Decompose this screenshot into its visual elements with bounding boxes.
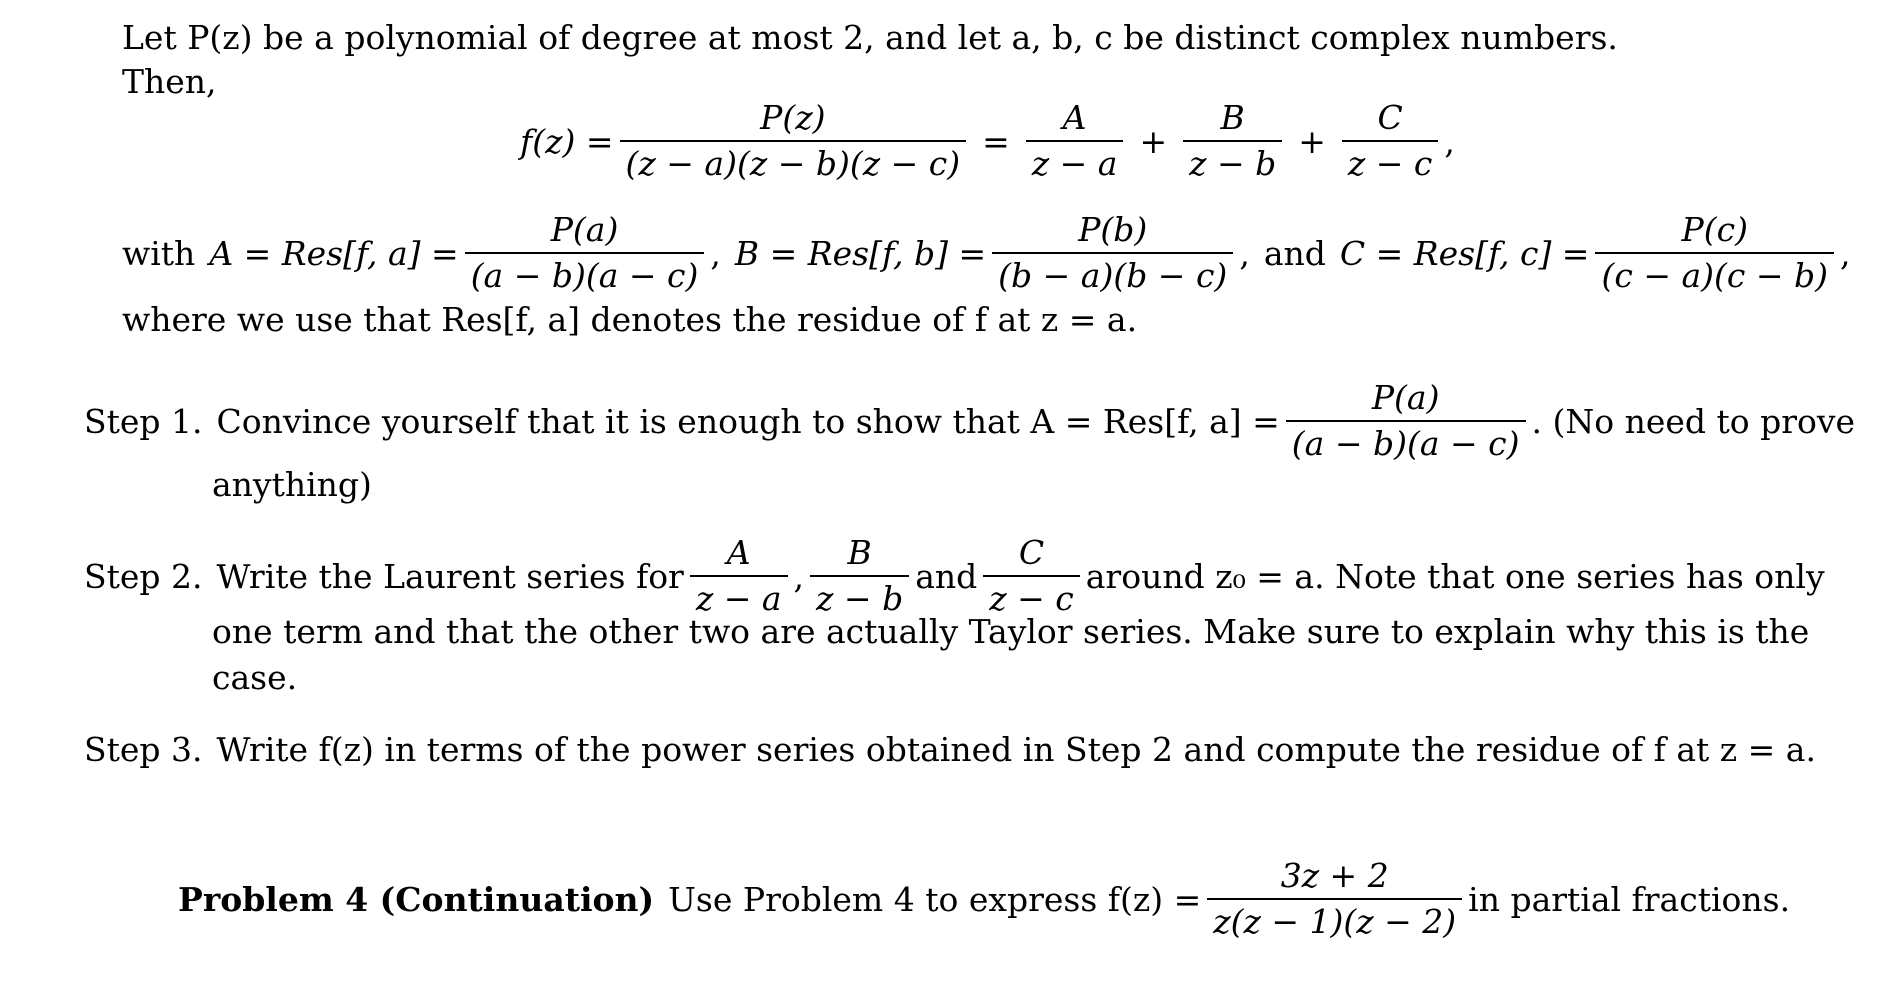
- step-2-fraction-b: [810, 535, 909, 618]
- eq1-fraction-c: [1342, 100, 1439, 183]
- problem-4-fraction: [1207, 858, 1462, 941]
- problem-4-num: 3z + 2: [1280, 856, 1389, 895]
- eq2-b-den: (b − a)(b − c): [992, 252, 1233, 294]
- where-line: where we use that Res[f, a] denotes the residue of f at z = a.: [122, 300, 1138, 339]
- eq1-main-fraction: [620, 100, 967, 183]
- eq2-c-den: (c − a)(c − b): [1595, 252, 1834, 294]
- step-2-a-num: A: [726, 533, 751, 572]
- step-2-c-den: z − c: [983, 575, 1080, 617]
- step-1-label: Step 1.: [84, 401, 203, 441]
- eq1-lhs: f(z) =: [520, 121, 614, 161]
- step-2-text: Write the Laurent series for: [216, 556, 684, 596]
- eq2-a-num: P(a): [550, 210, 619, 249]
- step-1-den: (a − b)(a − c): [1286, 420, 1526, 462]
- eq1-plus-1: +: [1139, 121, 1168, 161]
- intro-line-2: Then,: [122, 62, 217, 101]
- eq2-c-fraction: [1595, 212, 1834, 295]
- step-1-fraction: [1286, 380, 1526, 463]
- eq2-comma-3: ,: [1840, 233, 1851, 273]
- step-2-b-den: z − b: [810, 575, 909, 617]
- step-2-text-after: around z₀ = a. Note that one series has only: [1085, 556, 1825, 596]
- step-3-label: Step 3.: [84, 730, 203, 769]
- step-2-line-2: one term and that the other two are actually Taylor series. Make sure to explain why this is the: [212, 612, 1810, 651]
- step-3: [84, 730, 1816, 770]
- intro-line-1: Let P(z) be a polynomial of degree at most 2, and let a, b, c be distinct complex numbers.: [122, 18, 1618, 57]
- eq2-a-fraction: [465, 212, 705, 295]
- eq2-b-num: P(b): [1078, 210, 1148, 249]
- problem-4-title: Problem 4 (Continuation): [178, 879, 655, 919]
- eq2-with: with: [122, 233, 196, 273]
- problem-4-text-after: in partial fractions.: [1468, 879, 1791, 919]
- step-1-num: P(a): [1371, 378, 1440, 417]
- eq2-comma-1: ,: [710, 233, 721, 273]
- eq1-b-num: B: [1220, 98, 1245, 137]
- eq1-a-num: A: [1062, 98, 1087, 137]
- eq2-b-fraction: [992, 212, 1233, 295]
- problem-4-text: Use Problem 4 to express f(z) =: [668, 879, 1202, 919]
- step-2-a-den: z − a: [690, 575, 788, 617]
- eq2-c-num: P(c): [1681, 210, 1748, 249]
- equation-residues: [122, 212, 1851, 295]
- step-1-text-after: . (No need to prove: [1531, 401, 1856, 441]
- eq2-c-def: C = Res[f, c] =: [1339, 233, 1590, 273]
- step-1-line-2: anything): [212, 465, 372, 504]
- step-2: Step 2. Write the Laurent series for $\frac{A}{z - a}$ , $\frac{B}{z - b}$ and $\frac{C}{z - c}$ around z₀ = a. Note that one series has only: [84, 533, 1825, 619]
- eq1-main-num: P(z): [760, 98, 826, 137]
- equation-partial-fractions: [520, 100, 1455, 183]
- step-2-label: Step 2.: [84, 556, 203, 596]
- step-1: [84, 380, 1855, 463]
- step-1-text: Convince yourself that it is enough to show that A = Res[f, a] =: [216, 401, 1280, 441]
- eq1-a-den: z − a: [1026, 140, 1124, 182]
- step-2-b-num: B: [847, 533, 872, 572]
- eq1-fraction-b: [1183, 100, 1282, 183]
- eq1-c-den: z − c: [1342, 140, 1439, 182]
- eq2-a-def: A = Res[f, a] =: [209, 233, 459, 273]
- eq1-equals: =: [982, 121, 1010, 161]
- eq1-b-den: z − b: [1183, 140, 1282, 182]
- step-2-fraction-a: [690, 535, 788, 618]
- step-3-text: Write f(z) in terms of the power series obtained in Step 2 and compute the residue of f at z = a.: [216, 730, 1816, 769]
- eq1-fraction-a: [1026, 100, 1124, 183]
- step-2-c-num: C: [1018, 533, 1045, 572]
- problem-4-den: z(z − 1)(z − 2): [1207, 898, 1462, 940]
- step-2-fraction-c: [983, 535, 1080, 618]
- eq2-a-den: (a − b)(a − c): [465, 252, 705, 294]
- eq2-and: and: [1263, 233, 1326, 273]
- step-2-line-3: case.: [212, 658, 298, 697]
- eq2-b-def: B = Res[f, b] =: [734, 233, 987, 273]
- eq2-comma-2: ,: [1239, 233, 1250, 273]
- eq1-c-num: C: [1377, 98, 1403, 137]
- problem-4: [178, 858, 1790, 941]
- eq1-main-den: (z − a)(z − b)(z − c): [620, 140, 967, 182]
- step-2-and: and: [915, 556, 978, 596]
- eq1-plus-2: +: [1298, 121, 1326, 161]
- eq1-tail: ,: [1444, 121, 1455, 161]
